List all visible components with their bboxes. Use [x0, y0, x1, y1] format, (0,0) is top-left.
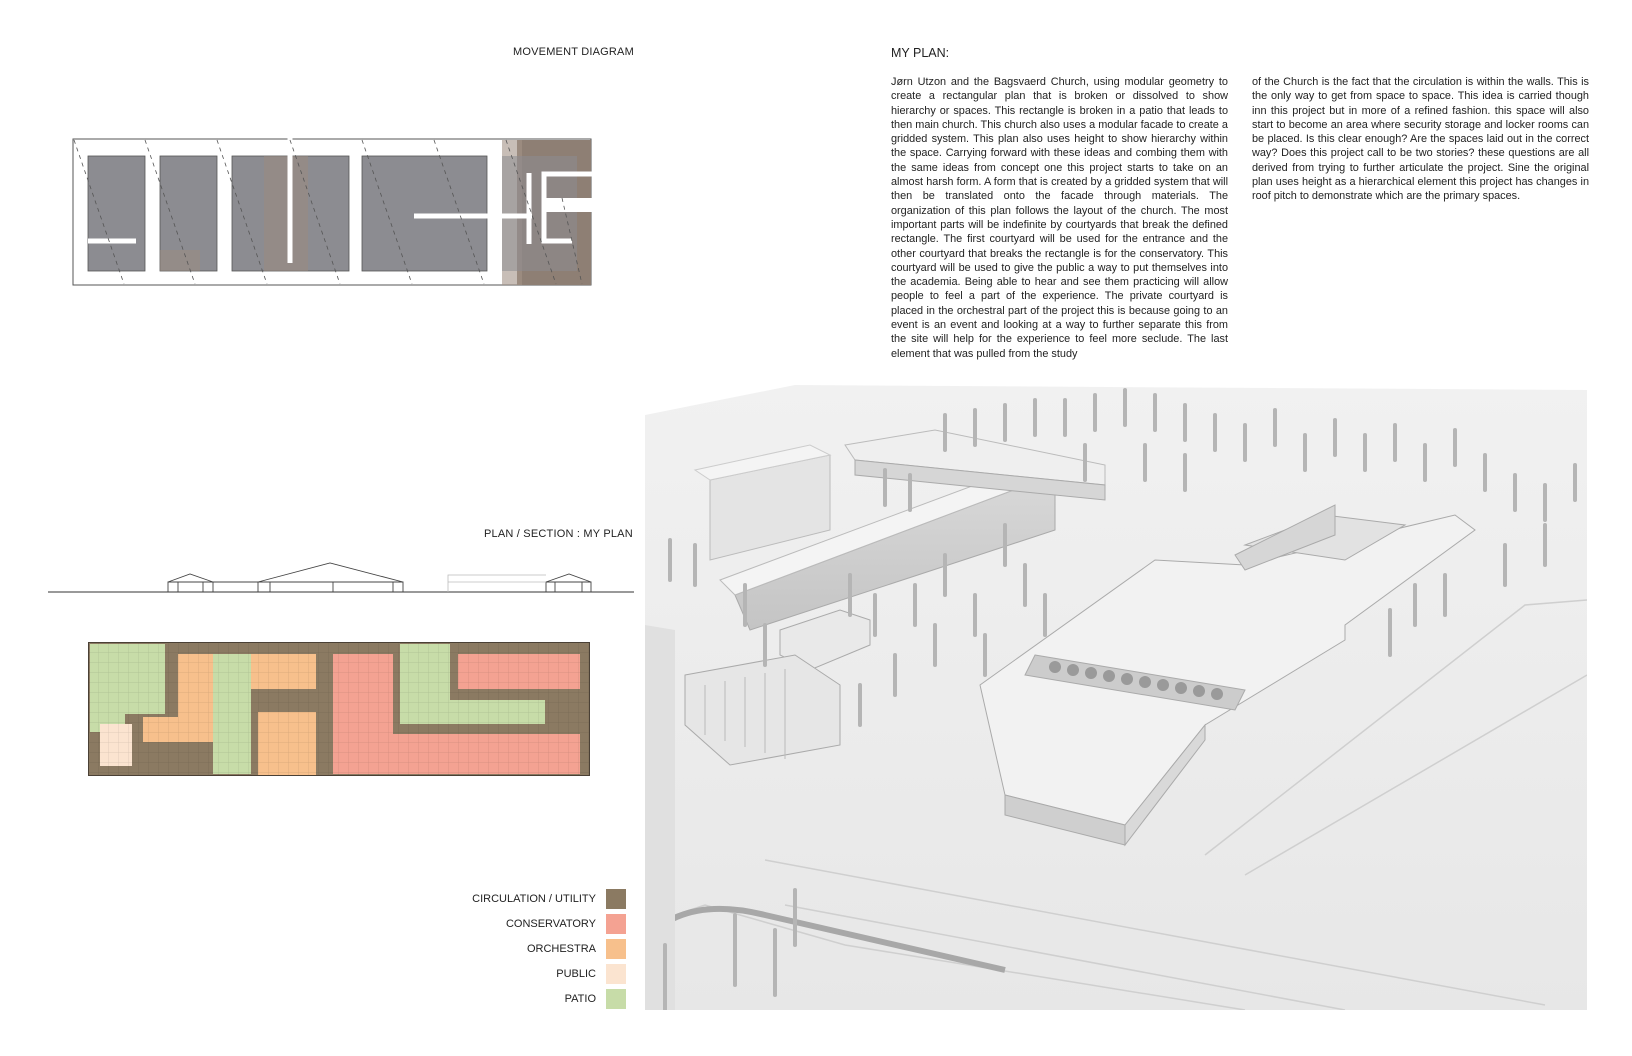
legend-swatch: [606, 939, 626, 959]
legend-item: [440, 914, 626, 939]
massing-render: [645, 385, 1587, 1010]
legend-swatch: [606, 989, 626, 1009]
legend-label: PATIO: [564, 993, 596, 1005]
legend-item: [440, 989, 626, 1014]
legend-swatch: [606, 964, 626, 984]
legend-swatch: [606, 914, 626, 934]
legend: [440, 889, 626, 1014]
plan-section-title: PLAN / SECTION : MY PLAN: [484, 528, 633, 540]
color-coded-plan: [88, 642, 591, 779]
body-text-column-1: Jørn Utzon and the Bagsvaerd Church, using modular geometry to create a rectangular plan that is broken or dissolved to show hierarchy or spaces. This rectangle is broken in a patio that leads to then main church. This church also uses a modular facade to create a gridded system. This plan also uses height to show hierarchy within the space. Carrying forward with these ideas and combing them with the same ideas from concept one this project starts to take on an almost harsh form. A form that is created by a gridded system that will then be translated onto the facade through materials. The organization of this plan follows the layout of the church. The most important parts will be indefinite by courtyards that break the defined rectangle. The first courtyard will be used for the entrance and the other courtyard that breaks the rectangle is for the conservatory. This courtyard will be used to give the public a way to put themselves into the academia. Being able to hear and see them practicing will allow people to feel a part of the experience. The private courtyard is placed in the orchestral part of the project this is because going to an event is an event and looking at a way to further separate this from the site will help for the experience to feel more seclude. The last element that was pulled from the study: [891, 76, 1228, 360]
legend-item: [440, 889, 626, 914]
legend-label: CONSERVATORY: [505, 918, 596, 930]
body-text-column-2: of the Church is the fact that the circulation is within the walls. This is the only way to get from space to space. This idea is carried though inn this project but in more of a refined fashion. this space will also start to become an area where security storage and locker rooms can be placed. Is this clear enough? Are the spaces laid out in the correct way? Does this project call to be two stories? these questions are all derived from trying to further articulate the project. Sine the original plan uses height as a hierarchical element this project has changes in roof pitch to demonstrate which are the primary spaces.: [1252, 76, 1589, 203]
legend-label: ORCHESTRA: [526, 943, 596, 955]
legend-item: [440, 964, 626, 989]
legend-label: PUBLIC: [556, 968, 596, 980]
my-plan-heading: MY PLAN:: [891, 46, 950, 60]
legend-item: [440, 939, 626, 964]
movement-diagram: [72, 138, 594, 288]
legend-label: CIRCULATION / UTILITY: [472, 893, 596, 905]
section-elevation: [48, 560, 634, 594]
legend-swatch: [606, 889, 626, 909]
movement-diagram-title: MOVEMENT DIAGRAM: [513, 46, 634, 58]
